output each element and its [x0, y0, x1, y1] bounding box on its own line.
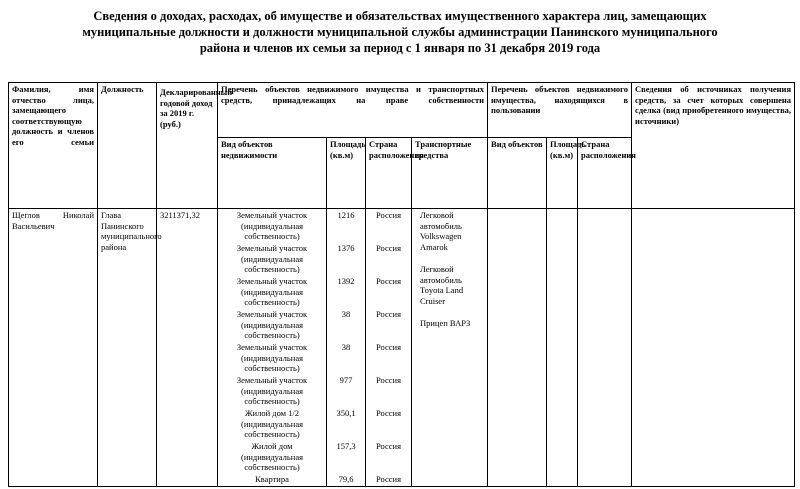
- header-used-group: Перечень объектов недвижимого имущества, находящихся в пользовании: [488, 83, 632, 138]
- property-country: Россия: [376, 474, 401, 484]
- header-owned-group: Перечень объектов недвижимого имущества и транспортных средств, принадлежащих на праве собственности: [218, 83, 488, 138]
- property-item: Жилой дом 1/2 (индивидуальная собственность): [240, 408, 304, 439]
- property-item: Земельный участок (индивидуальная собственность): [236, 342, 308, 373]
- property-country: Россия: [376, 210, 401, 220]
- header-owned-area: Площадь (кв.м): [327, 138, 366, 209]
- property-item: Земельный участок (индивидуальная собственность): [236, 375, 308, 406]
- property-country: Россия: [376, 408, 401, 418]
- declaration-table: [8, 82, 795, 487]
- title-line-3: района и членов их семьи за период с 1 января по 31 декабря 2019 года: [199, 41, 601, 55]
- property-area: 38: [341, 309, 351, 319]
- property-item: Земельный участок (индивидуальная собственность): [236, 243, 308, 274]
- property-area: 350,1: [336, 408, 356, 418]
- person-income: 3211371,32: [157, 209, 218, 487]
- property-item: Земельный участок (индивидуальная собственность): [236, 210, 308, 241]
- transport-item: Легковой автомобиль Volkswagen Amarok: [420, 210, 462, 252]
- property-country: Россия: [376, 276, 401, 286]
- property-area: 1392: [337, 276, 355, 286]
- person-fio: Щеглов Николай Васильевич: [9, 209, 98, 487]
- transport-item: Прицеп ВАРЗ: [420, 318, 471, 328]
- header-sources: Сведения об источниках получения средств, за счет которых совершена сделка (вид приобретенного имущества, источники): [632, 83, 795, 209]
- property-country: Россия: [376, 342, 401, 352]
- property-area: 1216: [337, 210, 355, 220]
- property-country: Россия: [376, 375, 401, 385]
- property-country: Россия: [376, 441, 401, 451]
- property-type-cell: [218, 209, 327, 487]
- header-income: Декларированный годовой доход за 2019 г. (руб.): [157, 83, 218, 209]
- property-area: 79,6: [338, 474, 354, 484]
- title-line-1: Сведения о доходах, расходах, об имуществе и обязательствах имущественного характера лиц, замещающих: [93, 9, 707, 23]
- property-country-cell: [366, 209, 412, 487]
- property-area: 1376: [337, 243, 355, 253]
- used-country-cell: [578, 209, 632, 487]
- property-area: 38: [341, 342, 351, 352]
- used-type-cell: [488, 209, 547, 487]
- header-transport: Транспортные средства: [412, 138, 488, 209]
- table-row: [9, 209, 795, 487]
- title-line-2: муниципальные должности и должности муниципальной службы администрации Панинского муниципального: [82, 25, 718, 39]
- property-area-cell: [327, 209, 366, 487]
- header-fio: Фамилия, имя отчество лица, замещающего соответствующую должность и членов его семьи: [9, 83, 98, 209]
- property-item: Земельный участок (индивидуальная собственность): [236, 309, 308, 340]
- transport-cell: [412, 209, 488, 487]
- header-position: Должность: [98, 83, 157, 209]
- header-used-area: Площадь (кв.м): [547, 138, 578, 209]
- header-owned-country: Страна расположения: [366, 138, 412, 209]
- header-used-type: Вид объектов: [488, 138, 547, 209]
- property-item: Земельный участок (индивидуальная собственность): [236, 276, 308, 307]
- property-area: 977: [339, 375, 353, 385]
- used-area-cell: [547, 209, 578, 487]
- property-country: Россия: [376, 309, 401, 319]
- header-owned-type: Вид объектов недвижимости: [218, 138, 327, 209]
- person-position: Глава Панинского муниципального района: [98, 209, 157, 487]
- property-area: 157,3: [336, 441, 356, 451]
- property-item: Квартира: [255, 474, 289, 484]
- property-item: Жилой дом (индивидуальная собственность): [240, 441, 304, 472]
- sources-cell: [632, 209, 795, 487]
- transport-item: Легковой автомобиль Toyota Land Cruiser: [420, 264, 464, 306]
- header-used-country: Страна расположения: [578, 138, 632, 209]
- property-country: Россия: [376, 243, 401, 253]
- document-title: [40, 8, 760, 56]
